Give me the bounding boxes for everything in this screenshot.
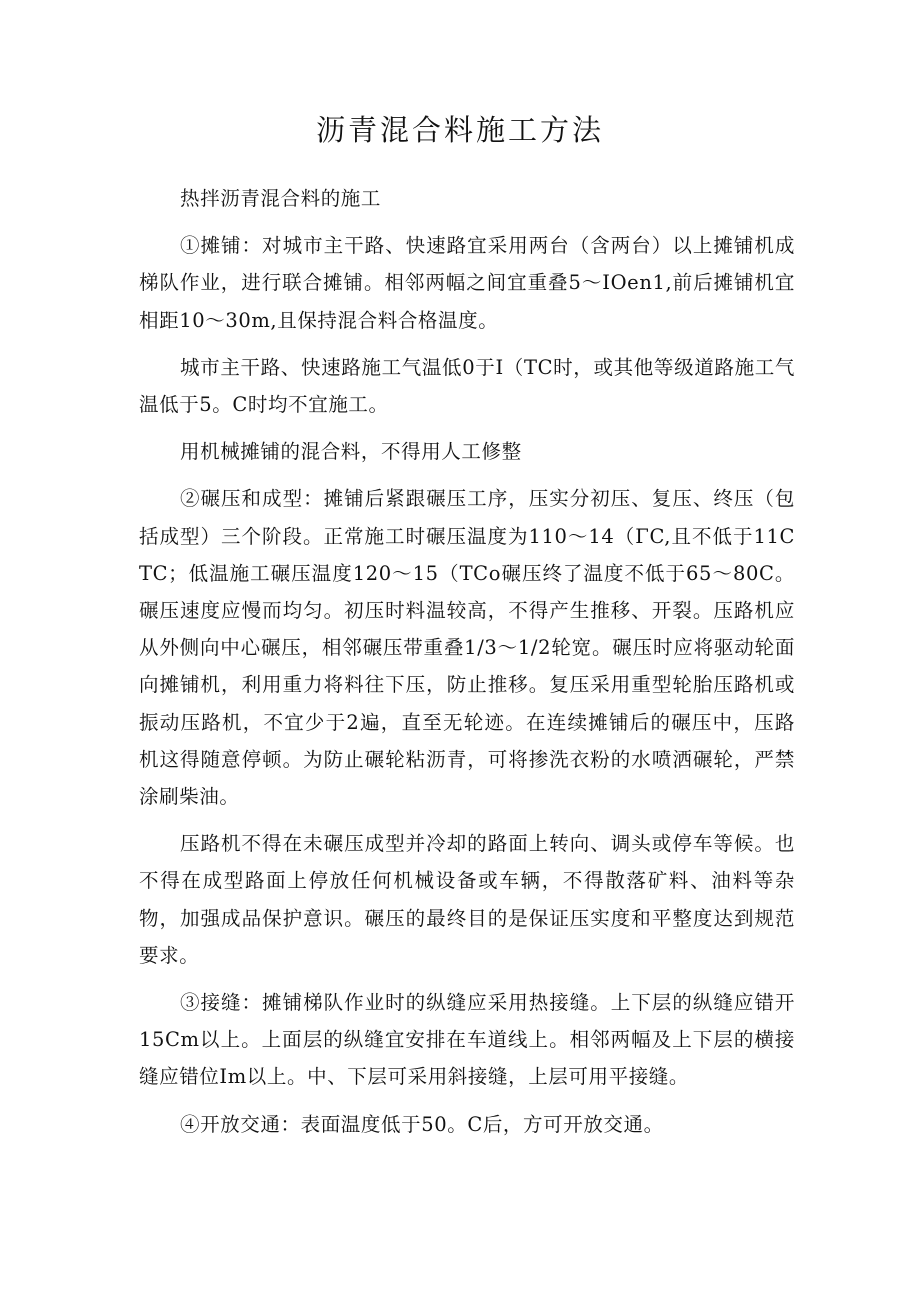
paragraph-no-manual-finishing: 用机械摊铺的混合料，不得用人工修整 [180,440,522,464]
section-heading-hot-mix: 热拌沥青混合料的施工 [180,187,382,210]
paragraph-open-traffic: ④开放交通：表面温度低于50。C后，方可开放交通。 [180,1112,664,1136]
document-title: 沥青混合料施工方法 [315,113,604,147]
paragraph-roller-restrictions: 压路机不得在未碾压成型并冷却的路面上转向、调头或停车等候。也不得在成型路面上停放任何机械设备或车辆，不得散落矿料、油料等杂物，加强成品保护意识。碾压的最终目的是保证压实度和平整度达到规范要求。 [139,832,795,967]
document-body [139,180,795,1153]
paragraph-temperature-limit: 城市主干路、快速路施工气温低0于I（TC时，或其他等级道路施工气温低于5。C时均不宜施工。 [139,355,795,417]
paragraph-compaction: ②碾压和成型：摊铺后紧跟碾压工序，压实分初压、复压、终压（包括成型）三个阶段。正常施工时碾压温度为110～14（ΓC,且不低于11CTC；低温施工碾压温度120～15（TCo碾压终了温度不低于65～80C。碾压速度应慢而均匀。初压时料温较高，不得产生推移、开裂。压路机应从外侧向中心碾压，相邻碾压带重叠1/3～1/2轮宽。碾压时应将驱动轮面向摊铺机，利用重力将料往下压，防止推移。复压采用重型轮胎压路机或振动压路机，不宜少于2遍，直至无轮迹。在连续摊铺后的碾压中，压路机这得随意停顿。为防止碾轮粘沥青，可将掺洗衣粉的水喷洒碾轮，严禁涂刷柴油。 [139,487,795,809]
paragraph-paving: ①摊铺：对城市主干路、快速路宜采用两台（含两台）以上摊铺机成梯队作业，进行联合摊铺。相邻两幅之间宜重叠5～IOen1,前后摊铺机宜相距10～30m,且保持混合料合格温度。 [139,234,795,332]
paragraph-joints: ③接缝：摊铺梯队作业时的纵缝应采用热接缝。上下层的纵缝应错开15Cm以上。上面层的纵缝宜安排在车道线上。相邻两幅及上下层的横接缝应错位Im以上。中、下层可采用斜接缝，上层可用平接缝。 [139,991,795,1089]
